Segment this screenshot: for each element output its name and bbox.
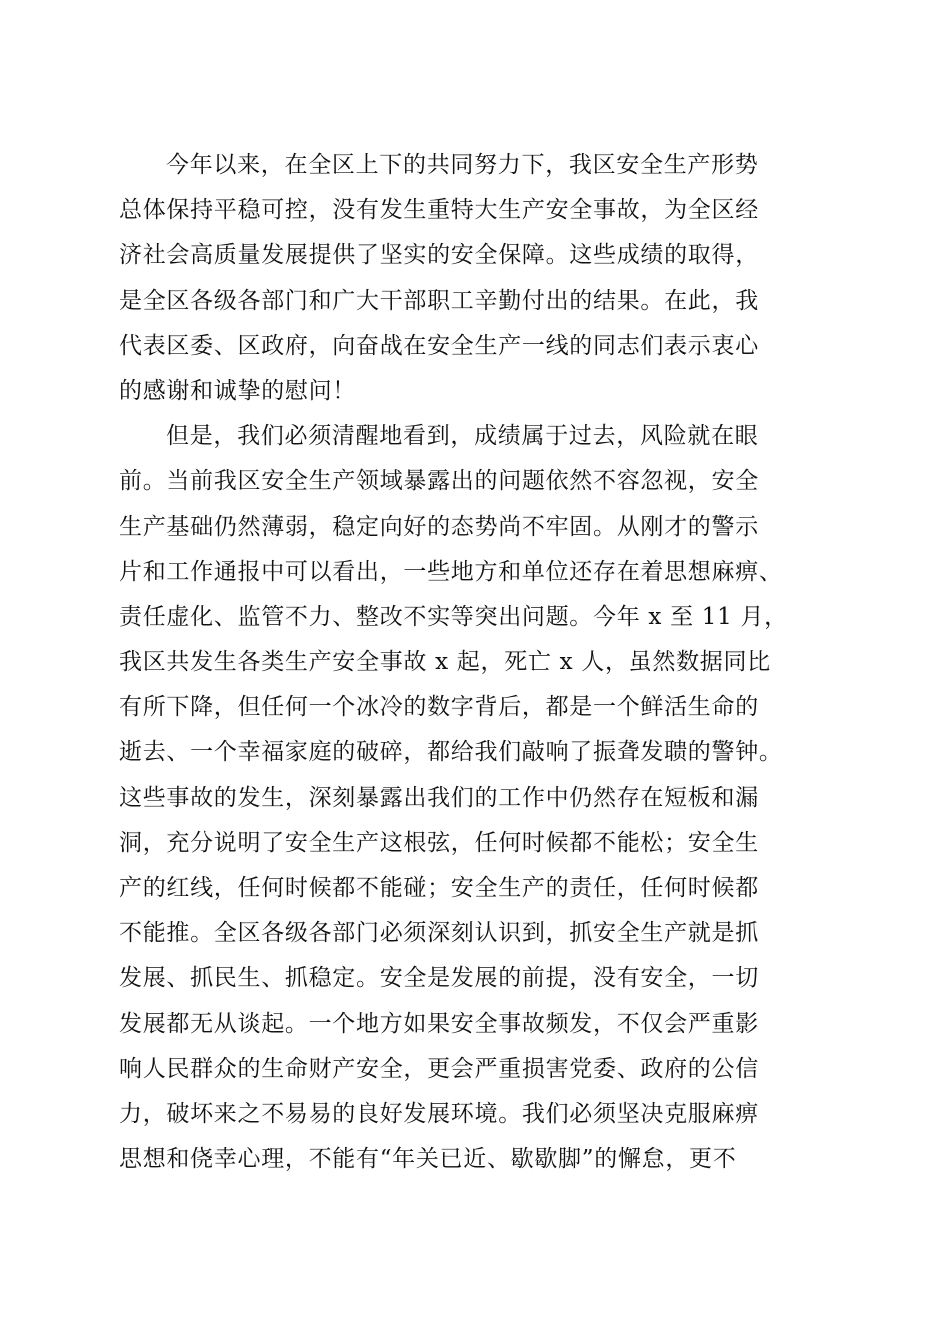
text-line: 发展都无从谈起。一个地方如果安全事故频发，不仅会严重影 [119, 1010, 759, 1037]
text-line: 代表区委、区政府，向奋战在安全生产一线的同志们表示衷心 [119, 332, 759, 359]
text-line: 力，破坏来之不易易的良好发展环境。我们必须坚决克服麻痹 [119, 1100, 759, 1127]
text-line: 责任虚化、监管不力、整改不实等突出问题。今年 x 至 11 月， [119, 603, 788, 630]
text-line: 这些事故的发生，深刻暴露出我们的工作中仍然存在短板和漏 [119, 784, 759, 811]
text-line: 济社会高质量发展提供了坚实的安全保障。这些成绩的取得， [119, 242, 759, 269]
text-line: 发展、抓民生、抓稳定。安全是发展的前提，没有安全，一切 [119, 965, 759, 992]
text-line: 片和工作通报中可以看出，一些地方和单位还存在着思想麻痹、 [119, 558, 783, 585]
text-line: 生产基础仍然薄弱，稳定向好的态势尚不牢固。从刚才的警示 [119, 513, 759, 540]
text-line: 思想和侥幸心理，不能有“年关已近、歇歇脚”的懈怠，更不 [119, 1146, 737, 1173]
text-line: 的感谢和诚挚的慰问！ [119, 377, 356, 404]
body-text [119, 143, 831, 1182]
text-line: 洞，充分说明了安全生产这根弦，任何时候都不能松；安全生 [119, 829, 759, 856]
text-line: 但是，我们必须清醒地看到，成绩属于过去，风险就在眼 [166, 423, 759, 450]
text-line: 我区共发生各类生产安全事故 x 起，死亡 x 人，虽然数据同比 [119, 649, 771, 676]
text-line: 不能推。全区各级各部门必须深刻认识到，抓安全生产就是抓 [119, 920, 759, 947]
paragraph-1 [119, 143, 831, 414]
text-line: 响人民群众的生命财产安全，更会严重损害党委、政府的公信 [119, 1055, 759, 1082]
text-line: 是全区各级各部门和广大干部职工辛勤付出的结果。在此，我 [119, 287, 759, 314]
paragraph-2 [119, 414, 831, 1182]
text-line: 总体保持平稳可控，没有发生重特大生产安全事故，为全区经 [119, 197, 759, 224]
text-line: 有所下降，但任何一个冰冷的数字背后，都是一个鲜活生命的 [119, 694, 759, 721]
text-line: 产的红线，任何时候都不能碰；安全生产的责任，任何时候都 [119, 875, 759, 901]
text-line: 逝去、一个幸福家庭的破碎，都给我们敲响了振聋发聩的警钟。 [119, 739, 783, 766]
text-line: 今年以来，在全区上下的共同努力下，我区安全生产形势 [166, 152, 759, 178]
text-line: 前。当前我区安全生产领域暴露出的问题依然不容忽视，安全 [119, 468, 759, 495]
